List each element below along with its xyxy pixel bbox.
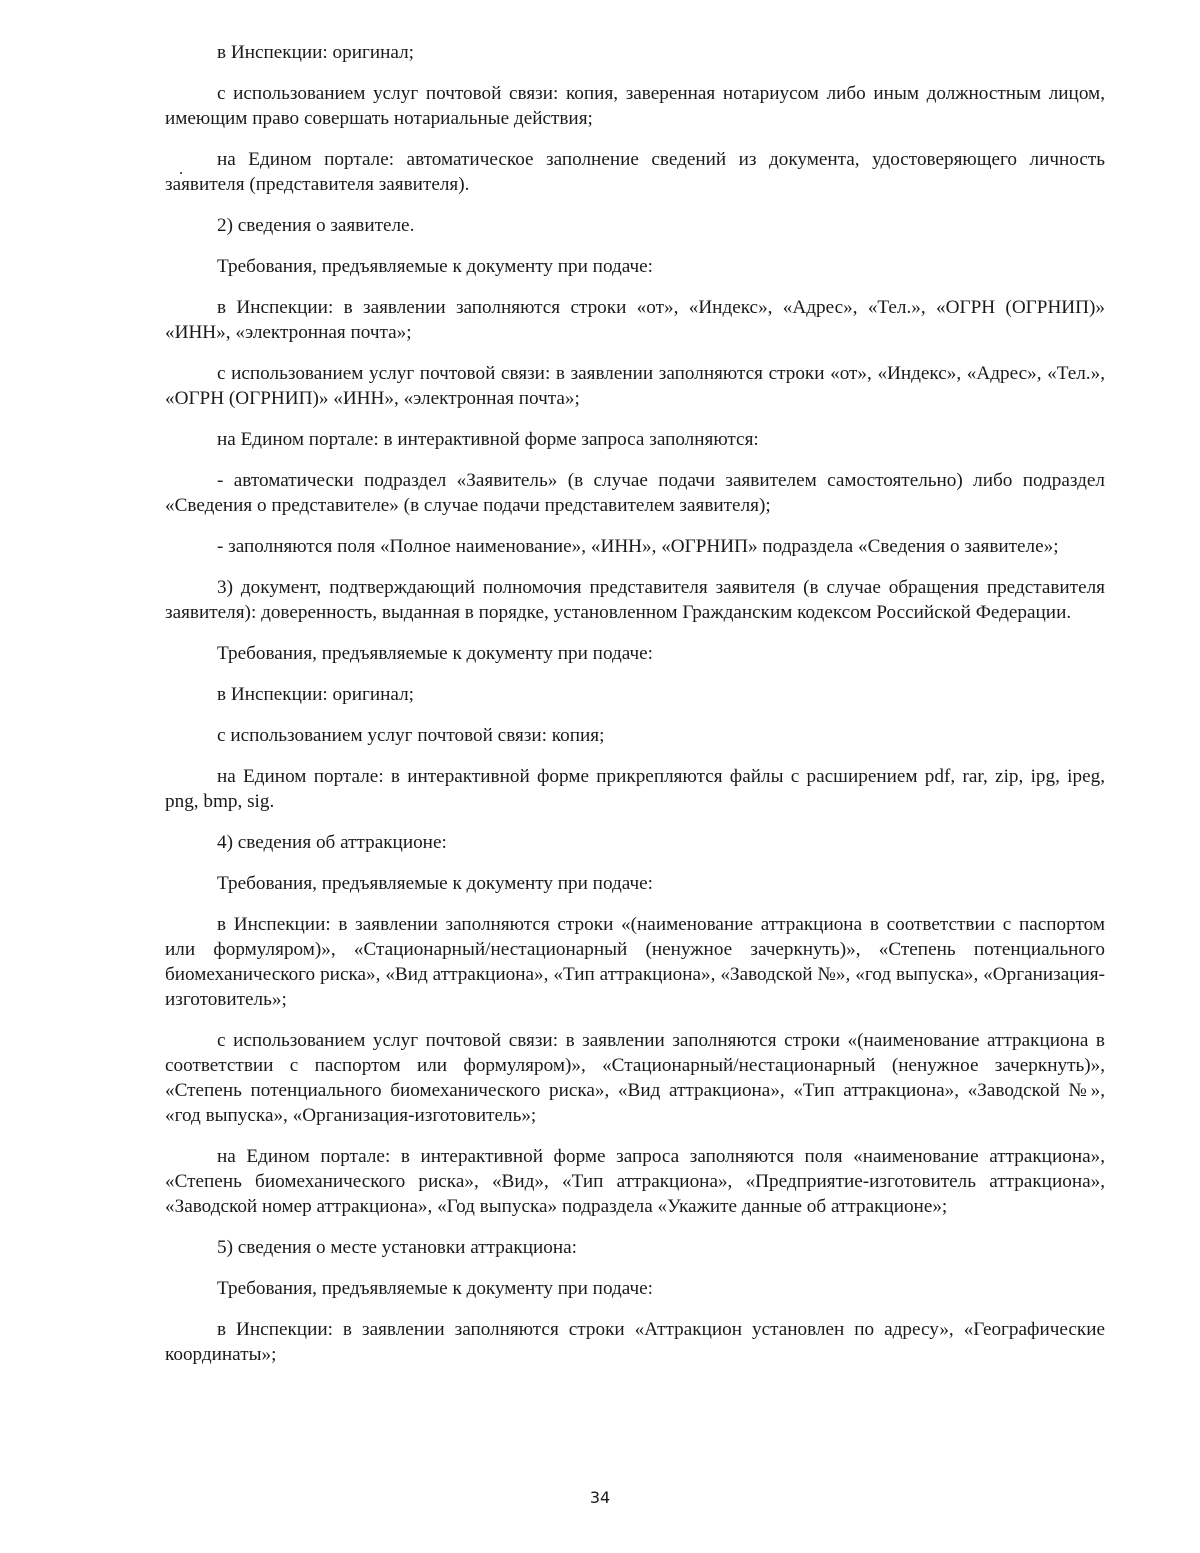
paragraph: в Инспекции: оригинал; <box>217 42 414 63</box>
paragraph: на Едином портале: автоматическое заполнение сведений из документа, удостоверяющего личность заявителя (представителя заявителя). <box>165 149 1105 195</box>
paragraph: в Инспекции: в заявлении заполняются строки «Аттракцион установлен по адресу», «Географические координаты»; <box>165 1319 1105 1365</box>
paragraph: на Едином портале: в интерактивной форме запроса заполняются: <box>217 429 759 450</box>
paragraph: 4) сведения об аттракционе: <box>217 832 447 853</box>
paragraph: Требования, предъявляемые к документу при подаче: <box>217 643 653 664</box>
paragraph: с использованием услуг почтовой связи: копия, заверенная нотариусом либо иным должностным лицом, имеющим право совершать нотариальные действия; <box>165 83 1105 129</box>
paragraph: Требования, предъявляемые к документу при подаче: <box>217 256 653 277</box>
paragraph: 5) сведения о месте установки аттракциона: <box>217 1237 577 1258</box>
paragraph: - заполняются поля «Полное наименование», «ИНН», «ОГРНИП» подраздела «Сведения о заявителе»; <box>217 536 1059 557</box>
paragraph: с использованием услуг почтовой связи: в заявлении заполняются строки «от», «Индекс», «Адрес», «Тел.», «ОГРН (ОГРНИП)» «ИНН», «электронная почта»; <box>165 363 1105 409</box>
paragraph: с использованием услуг почтовой связи: копия; <box>217 725 605 746</box>
paragraph: на Едином портале: в интерактивной форме запроса заполняются поля «наименование аттракциона», «Степень биомеханического риска», «Вид», «Тип аттракциона», «Предприятие-изготовитель аттракциона», «Заводской номер аттракциона», «Год выпуска» подраздела «Укажите данные об аттракционе»; <box>165 1146 1105 1217</box>
paragraph: 3) документ, подтверждающий полномочия представителя заявителя (в случае обращения представителя заявителя): доверенность, выданная в порядке, установленном Гражданским кодексом Российской Федерации. <box>165 577 1105 623</box>
paragraph: с использованием услуг почтовой связи: в заявлении заполняются строки «(наименование аттракциона в соответствии с паспортом или формуляром)», «Стационарный/нестационарный (ненужное зачеркнуть)», «Степень потенциального биомеханического риска», «Вид аттракциона», «Тип аттракциона», «Заводской №», «год выпуска», «Организация-изготовитель»; <box>165 1030 1105 1126</box>
paragraph: - автоматически подраздел «Заявитель» (в случае подачи заявителем самостоятельно) либо подраздел «Сведения о представителе» (в случае подачи представителем заявителя); <box>165 470 1105 516</box>
paragraph: Требования, предъявляемые к документу при подаче: <box>217 1278 653 1299</box>
paragraph: Требования, предъявляемые к документу при подаче: <box>217 873 653 894</box>
paragraph: в Инспекции: в заявлении заполняются строки «от», «Индекс», «Адрес», «Тел.», «ОГРН (ОГРНИП)» «ИНН», «электронная почта»; <box>165 297 1105 343</box>
paragraph: на Едином портале: в интерактивной форме прикрепляются файлы с расширением pdf, rar, zip, ipg, ipeg, png, bmp, sig. <box>165 766 1105 812</box>
paragraph: 2) сведения о заявителе. <box>217 215 415 236</box>
document-page <box>165 40 1105 1383</box>
page-number: 34 <box>589 1488 611 1507</box>
paragraph: в Инспекции: оригинал; <box>217 684 414 705</box>
paragraph: в Инспекции: в заявлении заполняются строки «(наименование аттракциона в соответствии с паспортом или формуляром)», «Стационарный/нестационарный (ненужное зачеркнуть)», «Степень потенциального биомеханического риска», «Вид аттракциона», «Тип аттракциона», «Заводской №», «год выпуска», «Организация-изготовитель»; <box>165 914 1105 1010</box>
